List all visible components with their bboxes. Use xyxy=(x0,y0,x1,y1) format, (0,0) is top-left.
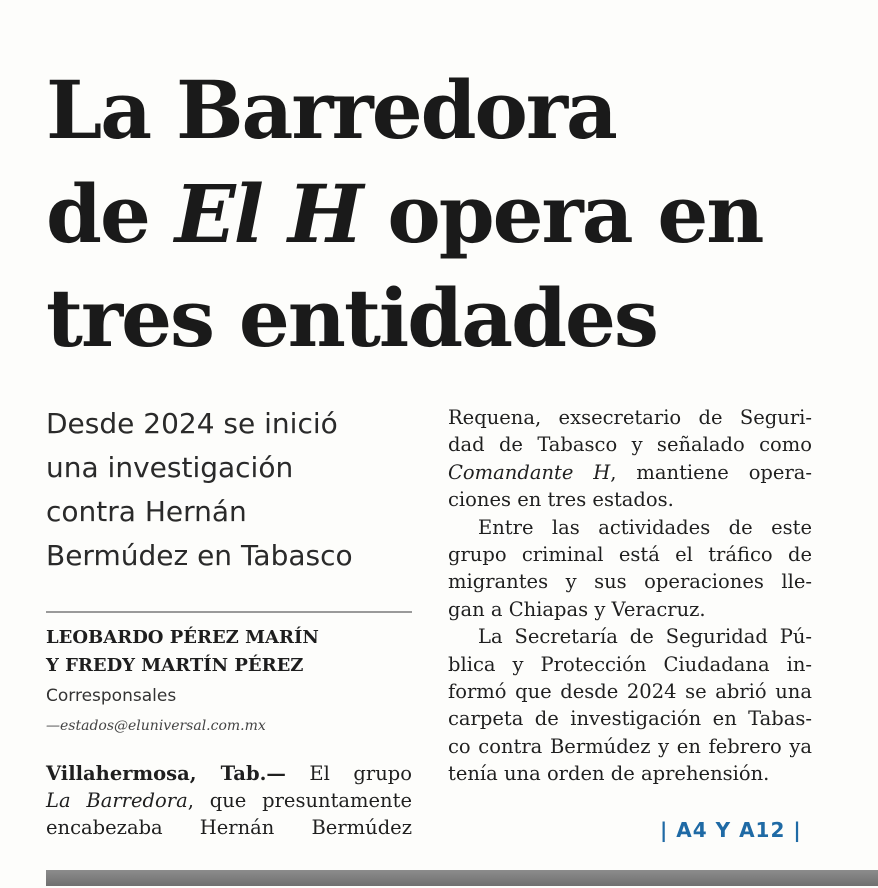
byline-email: —estados@eluniversal.com.mx xyxy=(46,718,266,734)
body-right-line: formó que desde 2024 se abrió una xyxy=(448,680,812,704)
article-body-left xyxy=(46,760,412,841)
body-right-italic-alias: Comandante H xyxy=(448,460,611,484)
body-right-line: blica y Protección Ciudadana in- xyxy=(448,652,812,676)
body-right-line: carpeta de investigación en Tabas- xyxy=(448,707,812,731)
dateline: Villahermosa, Tab.— xyxy=(46,762,286,785)
subheadline-line-3: contra Hernán xyxy=(46,495,247,528)
byline-author-1: LEOBARDO PÉREZ MARÍN xyxy=(46,627,319,648)
headline-line-2-pre: de xyxy=(46,167,175,261)
headline-line-2 xyxy=(46,162,846,266)
headline-line-2-post: opera en xyxy=(361,167,763,261)
headline xyxy=(46,58,846,370)
body-right-line: La Secretaría de Seguridad Pú- xyxy=(478,625,812,649)
body-left-line-2 xyxy=(46,787,412,814)
subheadline-line-4: Bermúdez en Tabasco xyxy=(46,539,353,572)
body-right-line: Entre las actividades de este xyxy=(478,515,812,539)
byline xyxy=(46,624,416,680)
body-right-line: Requena, exsecretario de Seguri- xyxy=(448,406,812,429)
body-right-line: gan a Chiapas y Veracruz. xyxy=(448,597,706,621)
byline-role: Corresponsales xyxy=(46,686,177,706)
body-right-line: co contra Bermúdez y en febrero ya xyxy=(448,734,812,758)
body-left-italic-group: La Barredora xyxy=(46,789,188,812)
body-right-line: tenía una orden de aprehensión. xyxy=(448,762,770,786)
body-right-line: migrantes y sus operaciones lle- xyxy=(448,570,812,594)
subheadline-line-1: Desde 2024 se inició xyxy=(46,407,338,440)
bottom-bar xyxy=(46,870,878,886)
body-right-line: grupo criminal está el tráfico de xyxy=(448,543,812,567)
body-left-line-1-text: El grupo xyxy=(285,762,412,785)
subheadline-line-2: una investigación xyxy=(46,451,294,484)
body-left-line-1 xyxy=(46,760,412,787)
byline-author-2: Y FREDY MARTÍN PÉREZ xyxy=(46,655,304,676)
body-right-line: ciones en tres estados. xyxy=(448,488,674,512)
body-left-line-3: encabezaba Hernán Bermúdez xyxy=(46,816,412,839)
body-right-line: dad de Tabasco y señalado como xyxy=(448,433,812,457)
page-reference: | A4 Y A12 | xyxy=(660,818,802,842)
headline-line-3: tres entidades xyxy=(46,271,657,365)
article-body-right xyxy=(448,404,812,788)
body-right-line-3-text: , mantiene opera- xyxy=(610,460,812,484)
body-right-line xyxy=(448,459,812,486)
headline-line-1: La Barredora xyxy=(46,63,616,157)
headline-italic-el-h: El H xyxy=(174,167,362,261)
subheadline xyxy=(46,402,416,578)
byline-divider xyxy=(46,611,412,613)
body-left-line-2-text: , que presuntamente xyxy=(187,789,412,812)
